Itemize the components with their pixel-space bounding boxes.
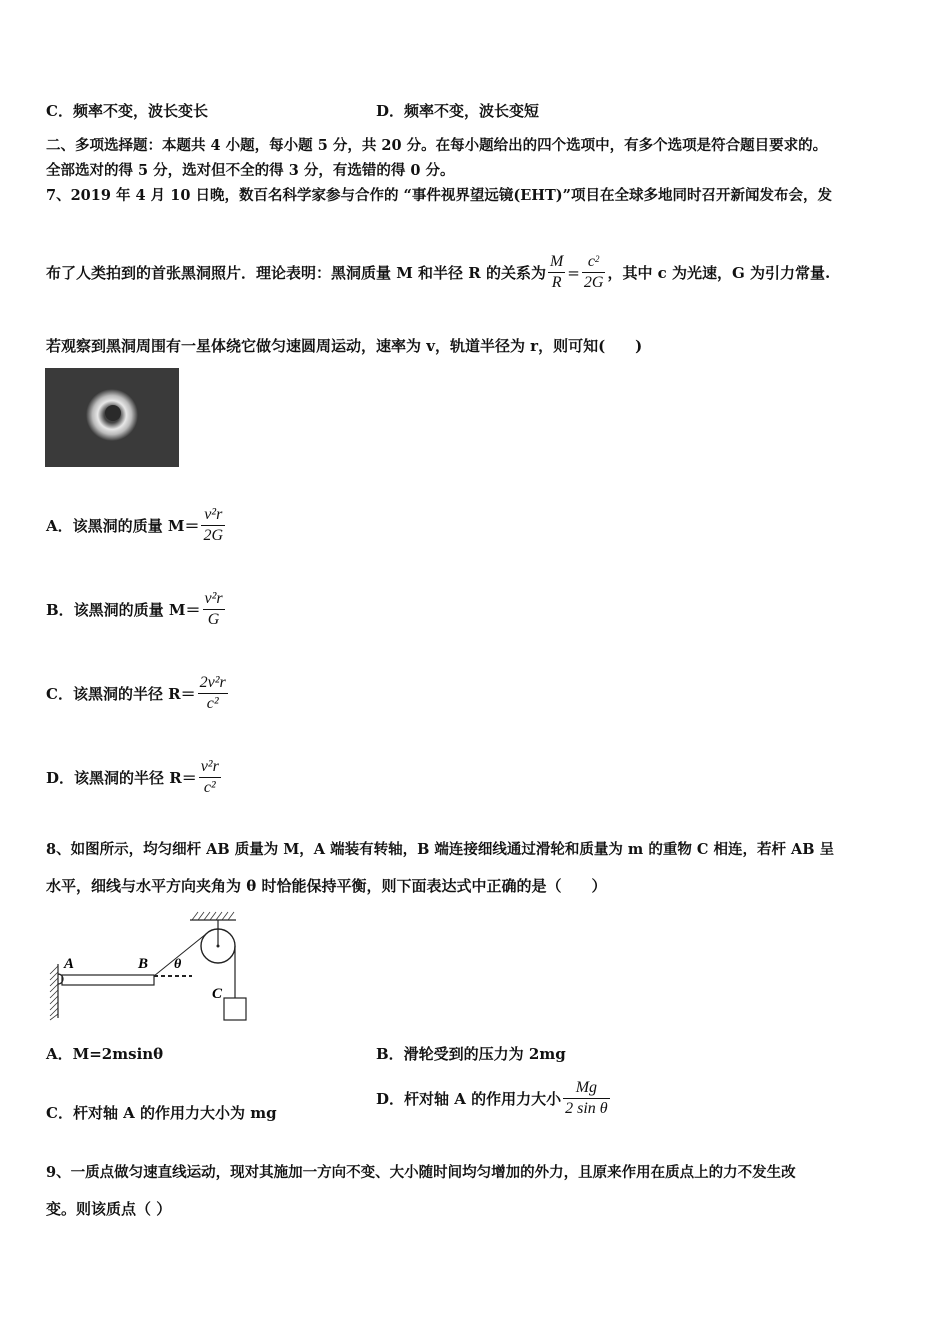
q6-option-c: C．频率不变，波长变长: [46, 102, 208, 120]
section2-heading-line2: 全部选对的得 5 分，选对但不全的得 3 分，有选错的得 0 分。: [46, 162, 455, 179]
q8-option-d-den: 2 sin θ: [565, 1100, 608, 1117]
wall-hatch: [50, 966, 58, 1020]
q8-option-c: C．杆对轴 A 的作用力大小为 mg: [46, 1104, 277, 1122]
q8-option-d-num: Mg: [575, 1079, 598, 1096]
label-c: C: [212, 986, 223, 1002]
q7-option-a-text: A．该黑洞的质量 M＝: [46, 516, 200, 535]
q7-option-b: [46, 589, 227, 630]
q7-line2-post: ，其中 c 为光速，G 为引力常量.: [607, 263, 831, 282]
q8-line2: 水平，细线与水平方向夹角为 θ 时恰能保持平衡，则下面表达式中正确的是（ ）: [46, 877, 607, 895]
equals-sign: =: [567, 263, 580, 282]
q7-eq-right-den: 2G: [583, 274, 604, 291]
q7-eq-right: [582, 252, 606, 293]
q7-option-c-text: C．该黑洞的半径 R＝: [46, 684, 196, 703]
q8-option-a: A．M=2msinθ: [46, 1045, 164, 1063]
q7-option-a: [46, 505, 227, 546]
q7-line1: 7、2019 年 4 月 10 日晚，数百名科学家参与合作的 “事件视界望远镜(EHT)”项目在全球多地同时召开新闻发布会，发: [46, 187, 832, 204]
q7-option-a-den: 2G: [203, 527, 224, 544]
q7-option-c-num: 2v²r: [199, 674, 226, 691]
q8-option-d-text: D．杆对轴 A 的作用力大小: [376, 1089, 562, 1108]
label-theta: θ: [174, 957, 182, 972]
q7-option-b-den: G: [203, 609, 225, 630]
q9-line2: 变。则该质点（ ）: [46, 1200, 172, 1218]
rod-ab: [62, 975, 154, 985]
q7-option-a-num: v²r: [204, 506, 223, 523]
q7-option-c-frac: [198, 673, 228, 714]
q7-option-b-text: B．该黑洞的质量 M＝: [46, 600, 201, 619]
section2-heading-line1: 二、多项选择题：本题共 4 小题，每小题 5 分，共 20 分。在每小题给出的四个选项中，有多个选项是符合题目要求的。: [46, 137, 828, 154]
ceiling-hatch: [192, 912, 234, 920]
q7-option-d-frac: [199, 757, 221, 798]
q7-line3: 若观察到黑洞周围有一星体绕它做匀速圆周运动，速率为 v，轨道半径为 r，则可知( ): [46, 337, 643, 355]
q8-option-d: [376, 1078, 612, 1119]
q7-eq-left: [548, 252, 565, 293]
q7-eq-left-den: R: [548, 272, 565, 293]
lever-pulley-diagram: [44, 906, 264, 1026]
q8-option-b: B．滑轮受到的压力为 2mg: [376, 1045, 566, 1063]
q7-option-d-den: c²: [199, 777, 221, 798]
q9-line1: 9、一质点做匀速直线运动，现对其施加一方向不变、大小随时间均匀增加的外力，且原来作用在质点上的力不发生改: [46, 1164, 796, 1181]
q7-option-d-num: v²r: [200, 758, 219, 775]
q7-option-d-text: D．该黑洞的半径 R＝: [46, 768, 197, 787]
pulley-center: [217, 945, 220, 948]
q8-option-d-frac: [563, 1078, 610, 1119]
q7-option-c-den: c²: [198, 693, 228, 714]
q7-line2: [46, 252, 830, 293]
weight-c: [224, 998, 246, 1020]
label-a: A: [64, 956, 75, 972]
black-hole-photo: [45, 368, 179, 467]
q7-option-b-num: v²r: [204, 590, 223, 607]
q7-eq-left-num: M: [549, 253, 564, 270]
q7-option-d: [46, 757, 223, 798]
q7-option-c: [46, 673, 230, 714]
q7-eq-right-num: $c^2$: [587, 253, 600, 270]
q8-line1: 8、如图所示，均匀细杆 AB 质量为 M，A 端装有转轴，B 端连接细线通过滑轮和质量为 m 的重物 C 相连，若杆 AB 呈: [46, 841, 835, 858]
label-b: B: [138, 956, 149, 972]
q7-line2-pre: 布了人类拍到的首张黑洞照片．理论表明：黑洞质量 M 和半径 R 的关系为: [46, 263, 546, 282]
q7-option-a-frac: [201, 505, 225, 546]
q6-option-d: D．频率不变，波长变短: [376, 102, 540, 120]
q7-option-b-frac: [203, 589, 225, 630]
